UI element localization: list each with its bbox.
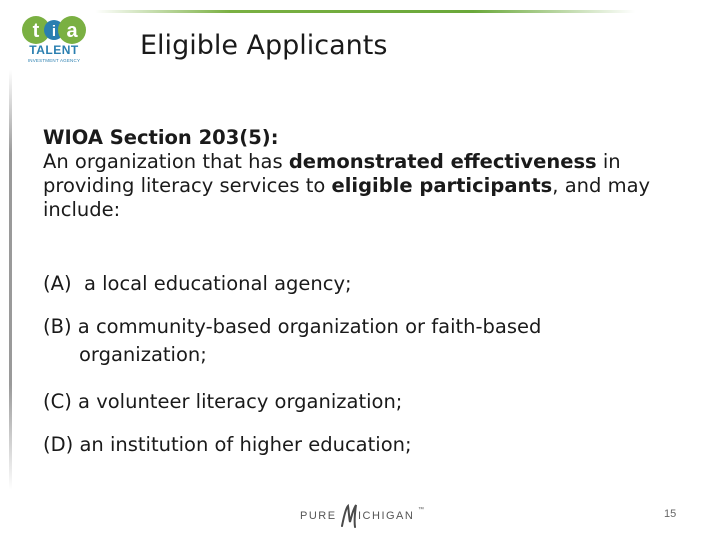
talent-logo [14,14,92,68]
list-text: a community-based organization or faith-based [77,315,542,338]
svg-text:t: t [32,20,40,42]
slide-title: Eligible Applicants [140,30,388,61]
definition-part-2: in providing literacy services to [43,150,621,197]
list-text: an institution of higher education; [79,433,412,456]
list-item-c [43,388,683,416]
list-text-continued: organization; [79,343,207,366]
definition-bold-2: eligible participants [331,174,553,197]
trademark-mark: ™ [418,507,424,513]
svg-text:i: i [51,23,57,40]
definition-part-3: , and may include: [43,174,651,221]
list-marker: (C) [43,390,72,413]
definition-text [43,150,693,222]
brand-right: ICHIGAN [358,510,415,522]
michigan-script-m-icon [340,502,358,530]
definition-part-1: An organization that has [43,150,289,173]
tia-logo-mark-icon [14,14,92,46]
top-accent-bar [95,10,635,13]
section-heading: WIOA Section 203(5): [43,126,279,149]
list-text: a volunteer literacy organization; [78,390,403,413]
list-item-b [43,313,683,369]
logo-word: TALENT [29,43,79,57]
pure-michigan-logo [300,506,430,532]
list-item-d [43,431,683,459]
svg-text:a: a [66,20,78,42]
intro-paragraph [43,126,693,222]
list-item-a [43,270,683,298]
list-marker: (B) [43,315,72,338]
definition-bold-1: demonstrated effectiveness [288,150,597,173]
brand-left: PURE [300,510,337,522]
logo-subtitle: INVESTMENT AGENCY [27,58,81,63]
list-marker: (D) [43,433,74,456]
list-marker: (A) [43,272,72,295]
page-number: 15 [664,508,677,520]
left-accent-bar [9,70,12,490]
list-text: a local educational agency; [83,272,352,295]
